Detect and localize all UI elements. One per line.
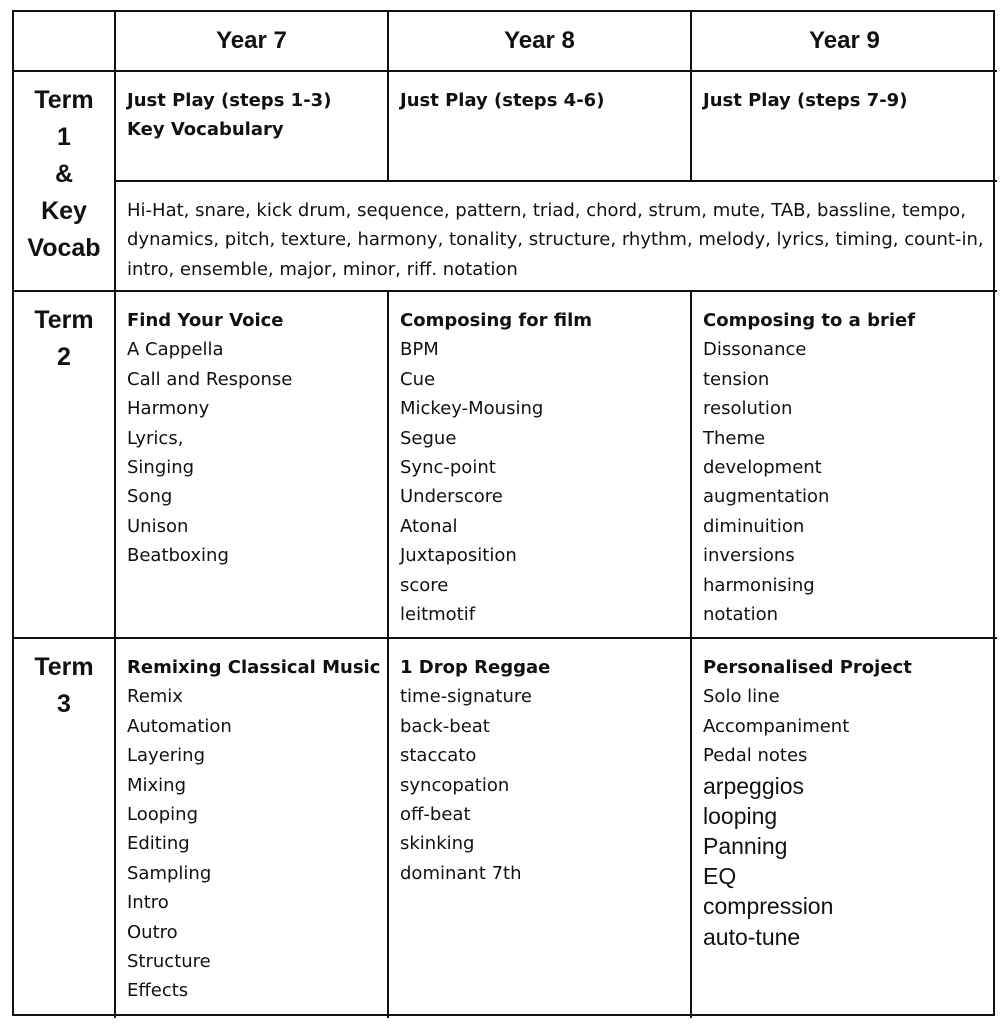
vocab-item: Atonal [400, 515, 458, 537]
vocab-item: dominant 7th [400, 862, 522, 884]
vocab-item: Effects [127, 980, 189, 1002]
vocab-item: Song [127, 486, 173, 508]
vocab-item: Structure [127, 951, 211, 973]
vocab-list [703, 682, 997, 770]
vocab-item: compression [703, 893, 834, 920]
unit-heading: Just Play (steps 4-6) [400, 90, 605, 111]
unit-heading: Personalised Project [703, 657, 912, 678]
vocab-list [127, 335, 387, 570]
vocab-item: Editing [127, 833, 190, 855]
vocab-item: Theme [703, 427, 766, 449]
vocab-item: Juxtaposition [400, 545, 517, 567]
key-vocabulary-list: Hi-Hat, snare, kick drum, sequence, pattern, triad, chord, strum, mute, TAB, bassline, tempo, dynamics, pitch, texture, harmony, tonality, structure, rhythm, melody, lyrics, timing, count-in, intro, ensemble, major, minor, riff. notation [116, 182, 997, 292]
row-label-line: 3 [57, 690, 71, 718]
vocab-item: Sync-point [400, 457, 496, 479]
vocab-item: Singing [127, 457, 195, 479]
unit-heading: 1 Drop Reggae [400, 657, 551, 678]
unit-heading: Key Vocabulary [127, 119, 284, 141]
vocab-item: syncopation [400, 774, 510, 796]
vocab-item: Pedal notes [703, 745, 808, 767]
vocab-item: A Cappella [127, 339, 224, 361]
header-year-9: Year 9 [692, 12, 997, 72]
row-label-line: Term [34, 306, 94, 334]
term-2-year-9 [692, 292, 997, 639]
header-year-7: Year 7 [116, 12, 389, 72]
vocab-item: Mixing [127, 774, 187, 796]
vocab-item: back-beat [400, 715, 490, 737]
vocab-item: augmentation [703, 486, 830, 508]
row-label-line: & [54, 160, 74, 188]
vocab-item: leitmotif [400, 604, 476, 626]
unit-heading: Just Play (steps 1-3) [127, 90, 332, 111]
vocab-item: score [400, 574, 449, 596]
vocab-item: off-beat [400, 804, 471, 826]
curriculum-table [12, 10, 995, 1016]
row-label-line: Term [34, 86, 94, 114]
row-label-term-3 [14, 639, 116, 1018]
unit-heading: Composing to a brief [703, 310, 916, 331]
vocab-item: Lyrics, [127, 427, 184, 449]
vocab-item: development [703, 457, 822, 479]
vocab-item: tension [703, 368, 770, 390]
vocab-item: Beatboxing [127, 545, 229, 567]
row-label-term-2 [14, 292, 116, 639]
vocab-item: staccato [400, 745, 477, 767]
vocab-item: Layering [127, 745, 206, 767]
vocab-item: Unison [127, 515, 189, 537]
vocab-item: time-signature [400, 686, 532, 708]
vocab-item: Harmony [127, 398, 210, 420]
corner-cell [14, 12, 116, 72]
vocab-item: skinking [400, 833, 475, 855]
unit-heading: Remixing Classical Music [127, 657, 381, 678]
header-year-8: Year 8 [389, 12, 692, 72]
term-1-year-8 [389, 72, 692, 182]
vocab-item: Cue [400, 368, 436, 390]
term-1-year-9 [692, 72, 997, 182]
vocab-item: BPM [400, 339, 439, 361]
vocab-list [703, 771, 997, 952]
vocab-item: Looping [127, 804, 198, 826]
vocab-item: Solo line [703, 686, 780, 708]
vocab-list [400, 682, 690, 888]
row-label-line: 1 [57, 123, 71, 151]
vocab-list [400, 335, 690, 629]
vocab-list [703, 335, 997, 629]
vocab-item: Call and Response [127, 368, 293, 390]
row-label-line: 2 [57, 343, 71, 371]
vocab-item: EQ [703, 863, 737, 890]
unit-heading: Composing for film [400, 310, 593, 331]
vocab-item: inversions [703, 545, 795, 567]
row-label-line: Vocab [27, 234, 101, 262]
unit-heading: Find Your Voice [127, 310, 284, 331]
term-1-year-7 [116, 72, 389, 182]
vocab-item: Accompaniment [703, 715, 850, 737]
vocab-item: looping [703, 802, 778, 829]
vocab-item: auto-tune [703, 923, 801, 950]
vocab-item: notation [703, 604, 778, 626]
row-label-term-1 [14, 72, 116, 292]
vocab-item: harmonising [703, 574, 815, 596]
vocab-list [127, 682, 387, 1005]
row-label-line: Term [34, 653, 94, 681]
vocab-item: Dissonance [703, 339, 807, 361]
vocab-item: Underscore [400, 486, 503, 508]
vocab-item: Remix [127, 686, 183, 708]
unit-heading: Just Play (steps 7-9) [703, 90, 908, 111]
vocab-item: Mickey-Mousing [400, 398, 544, 420]
term-3-year-7 [116, 639, 389, 1018]
row-label-line: Key [41, 197, 87, 225]
vocab-item: Intro [127, 892, 169, 914]
vocab-item: Outro [127, 921, 178, 943]
vocab-item: arpeggios [703, 772, 805, 799]
vocab-item: diminuition [703, 515, 805, 537]
vocab-item: Panning [703, 833, 788, 860]
term-3-year-8 [389, 639, 692, 1018]
term-2-year-8 [389, 292, 692, 639]
vocab-item: Automation [127, 715, 232, 737]
term-3-year-9 [692, 639, 997, 1018]
vocab-item: Sampling [127, 862, 212, 884]
term-2-year-7 [116, 292, 389, 639]
vocab-item: Segue [400, 427, 457, 449]
vocab-item: resolution [703, 398, 793, 420]
